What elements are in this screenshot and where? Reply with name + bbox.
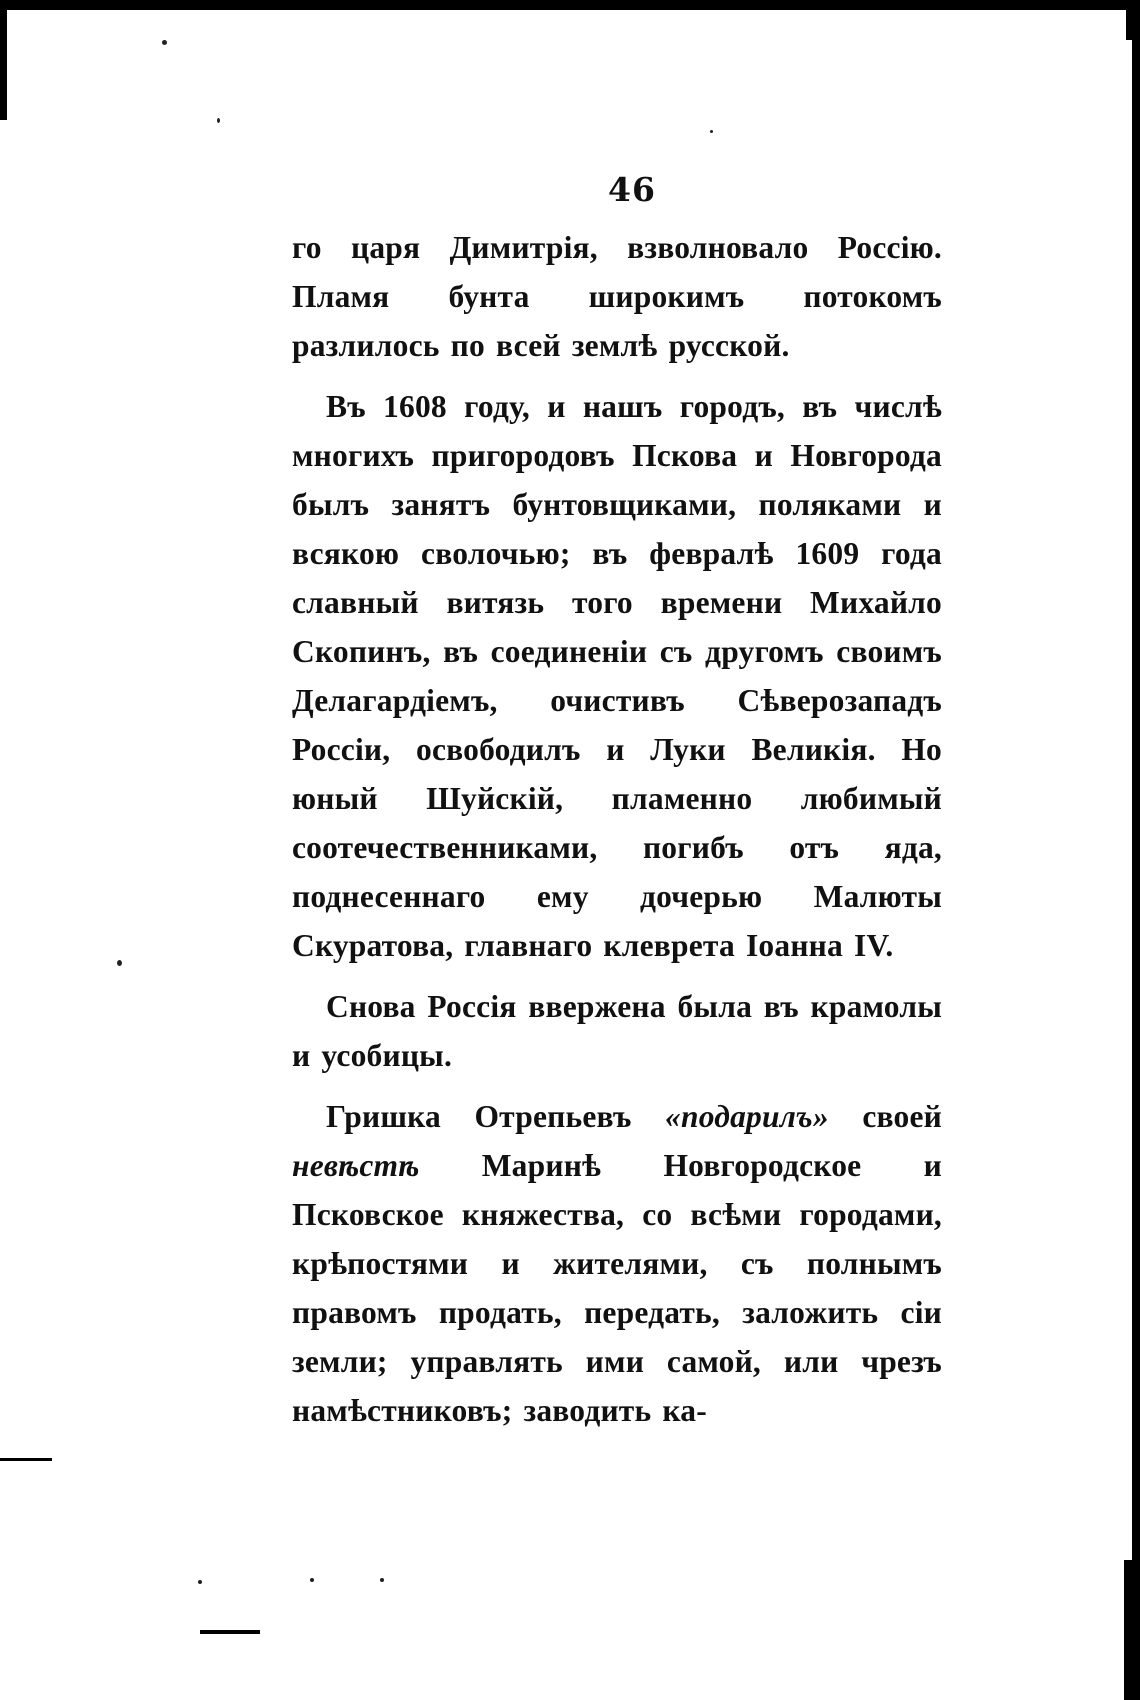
paragraph-text: Маринѣ Новгородское и Псковское княжества, со всѣми городами, крѣпостями и жителями, съ полнымъ правомъ продать, передать, заложить сіи земли; управлять ими самой, или чрезъ намѣстниковъ; заводить ка-: [292, 1148, 942, 1428]
paragraph: [292, 1092, 942, 1435]
scan-border-left: [0, 0, 7, 120]
scan-speck: [710, 130, 713, 133]
scan-mark-left: [0, 1458, 52, 1461]
paragraph-text: своей: [828, 1099, 942, 1134]
scan-border-right-top: [1126, 0, 1140, 40]
paragraph: го царя Димитрія, взволновало Россію. Пламя бунта широкимъ потокомъ разлилось по всей землѣ русской.: [292, 230, 942, 363]
emphasized-word: невѣстѣ: [292, 1148, 420, 1183]
scan-speck: [162, 40, 167, 45]
page-text: [292, 223, 942, 1435]
paragraph: Въ 1608 году, и нашъ городъ, въ числѣ многихъ пригородовъ Пскова и Новгорода былъ занятъ бунтовщиками, поляками и всякою сволочью; въ февралѣ 1609 года славный витязь того времени Михайло Скопинъ, въ соединеніи съ другомъ своимъ Делагардіемъ, очистивъ Сѣверозападъ Россіи, освободилъ и Луки Великія. Но юный Шуйскій, пламенно любимый соотечественниками, погибъ отъ яда, поднесеннаго ему дочерью Малюты Скуратова, главнаго клеврета Іоанна IV.: [292, 389, 942, 963]
emphasized-word: «подарилъ»: [665, 1099, 829, 1134]
scan-speck: [217, 118, 220, 123]
scan-border-top: [0, 0, 1140, 10]
scan-speck: [310, 1578, 314, 1582]
page-number: 46: [608, 170, 656, 209]
scan-speck: [380, 1578, 384, 1582]
scan-border-right-bottom: [1124, 1560, 1140, 1700]
scan-border-right: [1132, 0, 1140, 1700]
book-page: [292, 170, 942, 1447]
scan-speck: [198, 1580, 202, 1584]
scan-speck: [117, 960, 122, 966]
paragraph: Снова Россія ввержена была въ крамолы и усобицы.: [292, 989, 942, 1073]
scan-mark-bottom: [200, 1630, 260, 1634]
paragraph-text: Гришка Отрепьевъ: [326, 1099, 666, 1134]
